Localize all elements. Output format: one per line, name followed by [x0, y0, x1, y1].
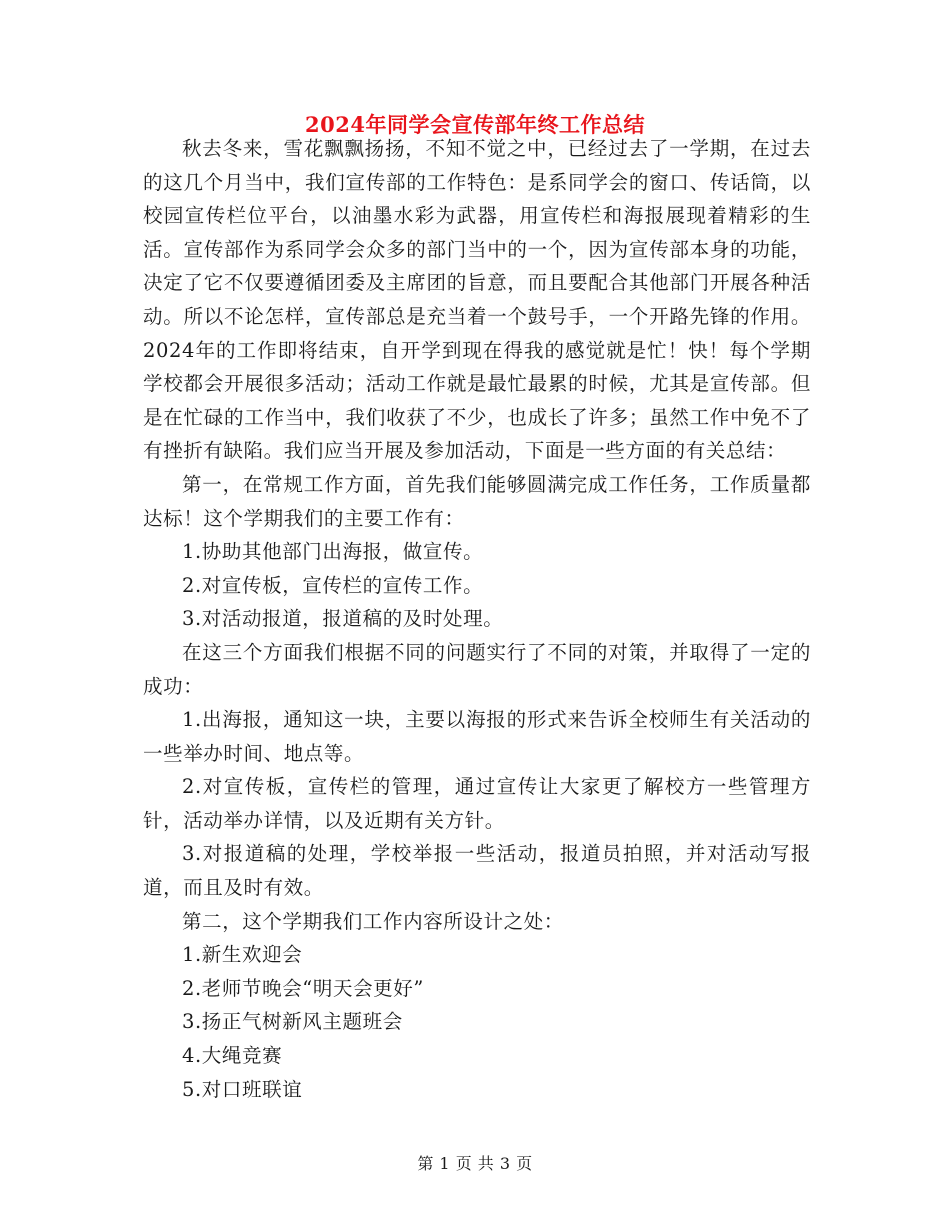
- list-item: 2.对宣传板，宣传栏的管理，通过宣传让大家更了解校方一些管理方针，活动举办详情，以及近期有关方针。: [143, 775, 811, 832]
- list-item: 2.老师节晚会“明天会更好”: [182, 976, 424, 1000]
- paragraph-section-one: 第一，在常规工作方面，首先我们能够圆满完成工作任务，工作质量都达标！这个学期我们的主要工作有：: [143, 472, 811, 530]
- list-item: 3.对活动报道，报道稿的及时处理。: [182, 607, 504, 631]
- page-number-footer: 第 1 页 共 3 页: [417, 1154, 533, 1173]
- list-item: 3.扬正气树新风主题班会: [182, 1010, 403, 1034]
- document-body: [143, 132, 811, 1106]
- list-item: 5.对口班联谊: [182, 1077, 303, 1101]
- list-item: 1.出海报，通知这一块，主要以海报的形式来告诉全校师生有关活动的一些举办时间、地点等。: [143, 708, 811, 765]
- list-item: 3.对报道稿的处理，学校举报一些活动，报道员拍照，并对活动写报道，而且及时有效。: [143, 842, 811, 900]
- list-item: 4.大绳竞赛: [182, 1044, 283, 1068]
- paragraph-intro: 秋去冬来，雪花飘飘扬扬，不知不觉之中，已经过去了一学期，在过去的这几个月当中，我们宣传部的工作特色：是系同学会的窗口、传话筒，以校园宣传栏位平台，以油墨水彩为武器，用宣传栏和海报展现着精彩的生活。宣传部作为系同学会众多的部门当中的一个，因为宣传部本身的功能，决定了它不仅要遵循团委及主席团的旨意，而且要配合其他部门开展各种活动。所以不论怎样，宣传部总是充当着一个鼓号手，一个开路先锋的作用。2024年的工作即将结束，自开学到现在得我的感觉就是忙！快！每个学期学校都会开展很多活动；活动工作就是最忙最累的时候，尤其是宣传部。但是在忙碌的工作当中，我们收获了不少，也成长了许多；虽然工作中免不了有挫折有缺陷。我们应当开展及参加活动，下面是一些方面的有关总结：: [143, 137, 811, 463]
- paragraph-measures: 在这三个方面我们根据不同的问题实行了不同的对策，并取得了一定的成功：: [143, 640, 811, 698]
- paragraph-section-two: 第二，这个学期我们工作内容所设计之处：: [182, 909, 564, 933]
- document-title: 2024年同学会宣传部年终工作总结: [305, 112, 645, 137]
- list-item: 2.对宣传板，宣传栏的宣传工作。: [182, 573, 484, 597]
- list-item: 1.协助其他部门出海报，做宣传。: [182, 540, 484, 564]
- list-item: 1.新生欢迎会: [182, 943, 303, 967]
